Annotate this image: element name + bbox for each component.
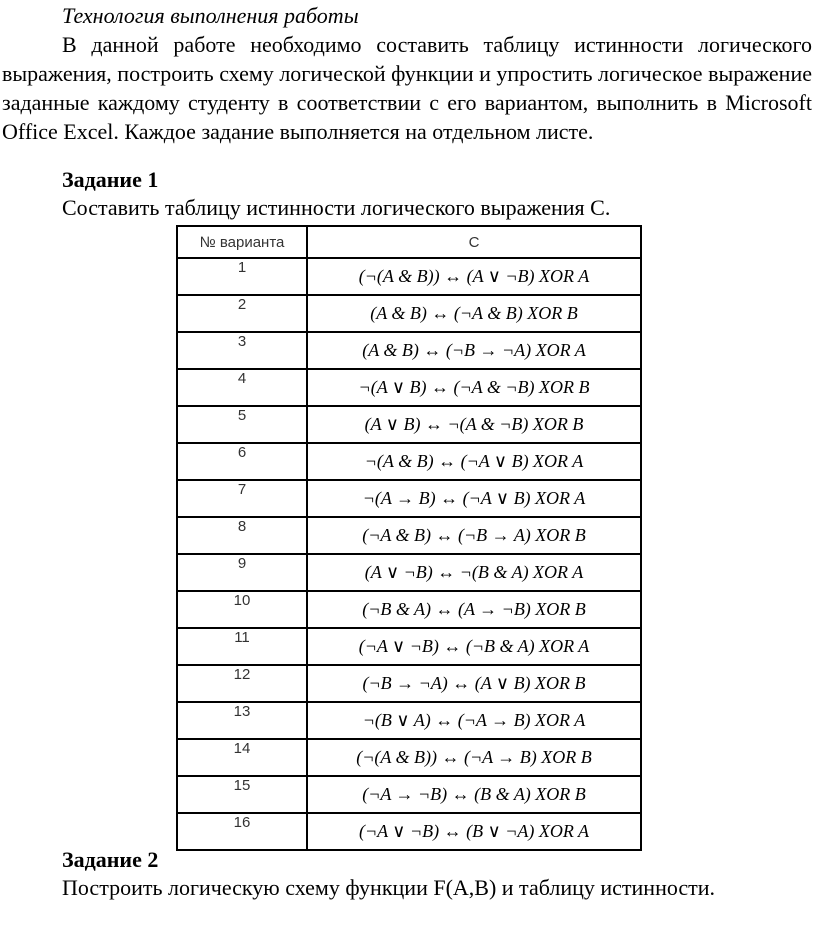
- table-row: [177, 258, 641, 295]
- variant-number-cell: 1: [177, 258, 307, 295]
- expression-cell: (¬A & B) ↔ (¬B → A) XOR B: [307, 517, 641, 554]
- table-row: [177, 628, 641, 665]
- variant-number-cell: 3: [177, 332, 307, 369]
- expression-cell: (¬(A & B)) ↔ (A ∨ ¬B) XOR A: [307, 258, 641, 295]
- expression-cell: (A ∨ B) ↔ ¬(A & ¬B) XOR B: [307, 406, 641, 443]
- header-expression: C: [307, 226, 641, 258]
- variants-body: [177, 258, 641, 850]
- expression-cell: (A & B) ↔ (¬A & B) XOR B: [307, 295, 641, 332]
- table-row: [177, 776, 641, 813]
- table-row: [177, 332, 641, 369]
- table-row: [177, 739, 641, 776]
- table-row: [177, 295, 641, 332]
- task1-heading: Задание 1: [62, 167, 159, 192]
- expression-cell: ¬(A ∨ B) ↔ (¬A & ¬B) XOR B: [307, 369, 641, 406]
- variant-number-cell: 10: [177, 591, 307, 628]
- variant-number-cell: 2: [177, 295, 307, 332]
- variant-number-cell: 9: [177, 554, 307, 591]
- variant-number-cell: 8: [177, 517, 307, 554]
- table-row: [177, 369, 641, 406]
- variant-number-cell: 11: [177, 628, 307, 665]
- expression-cell: (¬B & A) ↔ (A → ¬B) XOR B: [307, 591, 641, 628]
- variant-number-cell: 16: [177, 813, 307, 850]
- variant-number-cell: 14: [177, 739, 307, 776]
- variant-number-cell: 15: [177, 776, 307, 813]
- table-row: [177, 443, 641, 480]
- intro-paragraph: В данной работе необходимо составить таблицу истинности логического выражения, построить схему логической функции и упростить логическое выражение заданные каждому студенту в соответствии с его вариантом, выполнить в Microsoft Office Excel. Каждое задание выполняется на отдельном листе.: [2, 32, 812, 144]
- table-row: [177, 480, 641, 517]
- expression-cell: (A ∨ ¬B) ↔ ¬(B & A) XOR A: [307, 554, 641, 591]
- table-row: [177, 665, 641, 702]
- table-row: [177, 591, 641, 628]
- header-variant-number: № варианта: [177, 226, 307, 258]
- table-row: [177, 702, 641, 739]
- table-row: [177, 813, 641, 850]
- table-row: [177, 406, 641, 443]
- task1-text: Составить таблицу истинности логического выражения С.: [62, 195, 611, 220]
- expression-cell: (¬A ∨ ¬B) ↔ (B ∨ ¬A) XOR A: [307, 813, 641, 850]
- task2-text: Построить логическую схему функции F(A,B) и таблицу истинности.: [62, 875, 716, 900]
- section-title: Технология выполнения работы: [62, 3, 359, 28]
- expression-cell: (A & B) ↔ (¬B → ¬A) XOR A: [307, 332, 641, 369]
- task2-heading: Задание 2: [62, 847, 159, 872]
- table-row: [177, 517, 641, 554]
- variant-number-cell: 5: [177, 406, 307, 443]
- variant-number-cell: 12: [177, 665, 307, 702]
- expression-cell: ¬(A & B) ↔ (¬A ∨ B) XOR A: [307, 443, 641, 480]
- expression-cell: (¬A → ¬B) ↔ (B & A) XOR B: [307, 776, 641, 813]
- expression-cell: (¬B → ¬A) ↔ (A ∨ B) XOR B: [307, 665, 641, 702]
- table-header-row: [177, 226, 641, 258]
- variant-number-cell: 4: [177, 369, 307, 406]
- expression-cell: (¬(A & B)) ↔ (¬A → B) XOR B: [307, 739, 641, 776]
- expression-cell: ¬(A → B) ↔ (¬A ∨ B) XOR A: [307, 480, 641, 517]
- variant-number-cell: 7: [177, 480, 307, 517]
- table-row: [177, 554, 641, 591]
- expression-cell: ¬(B ∨ A) ↔ (¬A → B) XOR A: [307, 702, 641, 739]
- variant-number-cell: 13: [177, 702, 307, 739]
- variants-table: [176, 225, 642, 851]
- variant-number-cell: 6: [177, 443, 307, 480]
- expression-cell: (¬A ∨ ¬B) ↔ (¬B & A) XOR A: [307, 628, 641, 665]
